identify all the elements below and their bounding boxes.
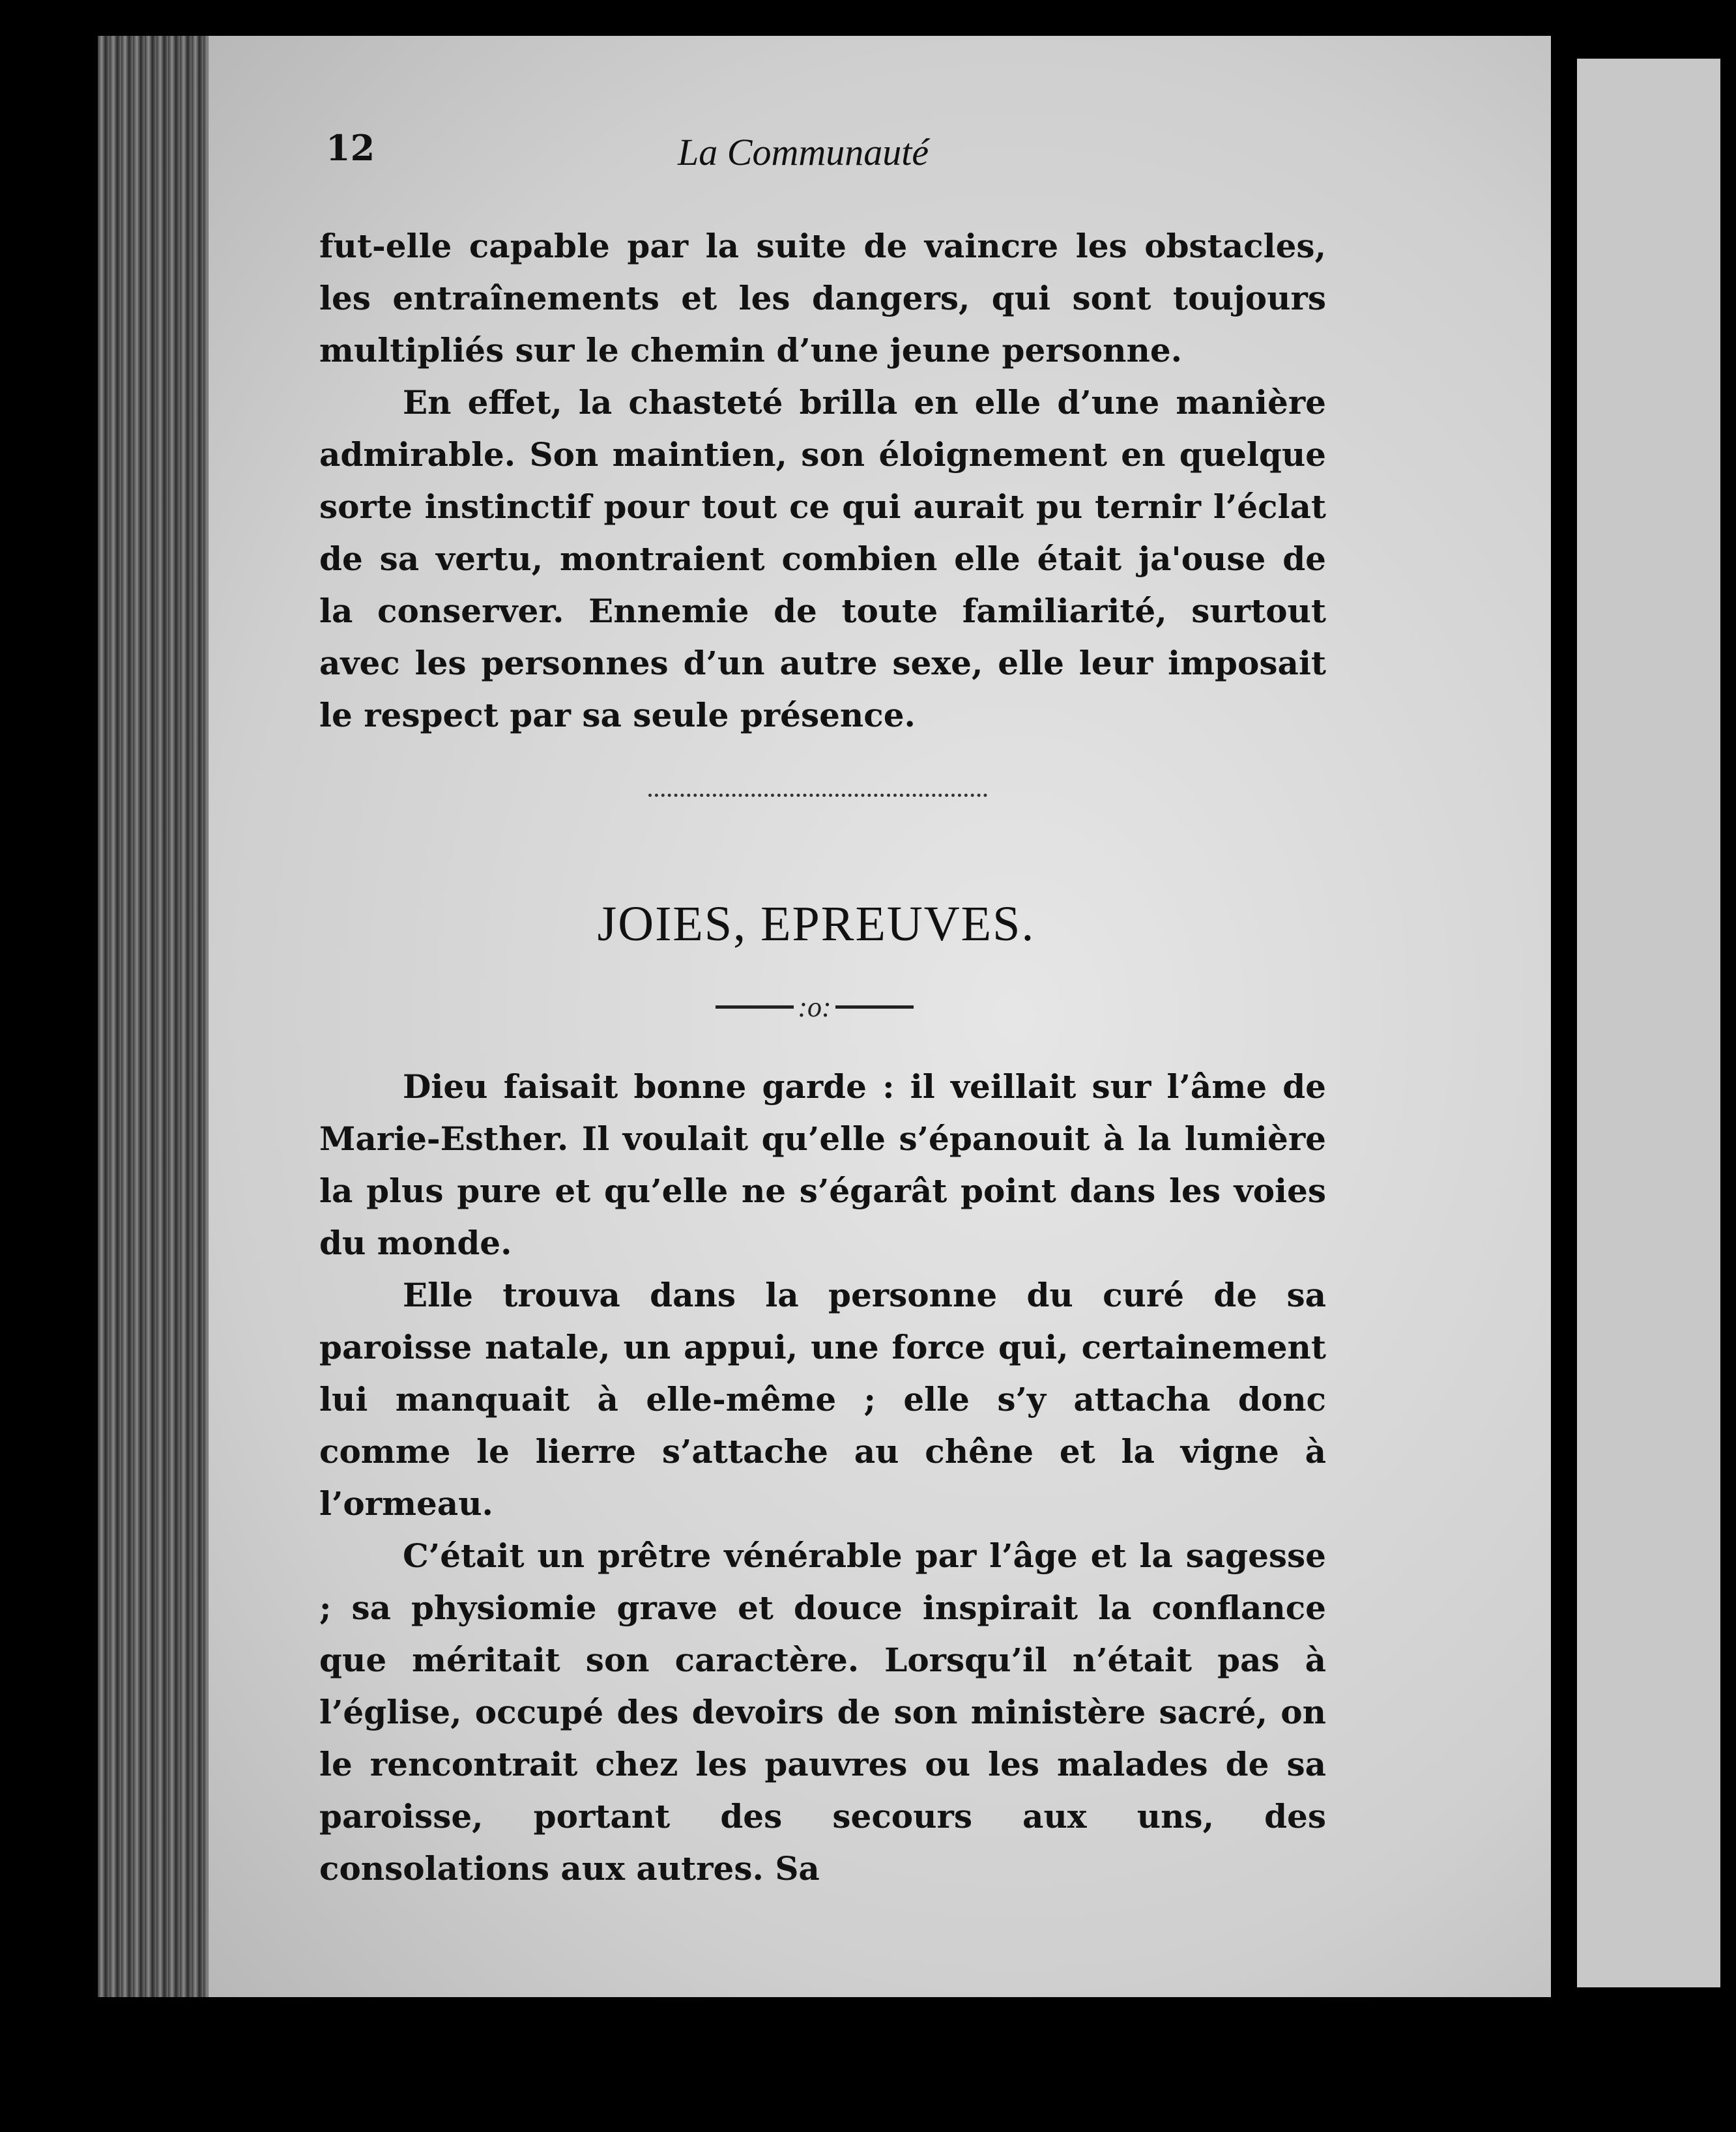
ornament-mark: :o: (798, 990, 832, 1023)
heading-ornament (704, 987, 925, 1026)
section-heading: JOIES, EPREUVES. (597, 897, 1035, 951)
dotted-separator (648, 794, 987, 800)
facing-page-strip (1577, 59, 1720, 1987)
running-title: La Communauté (678, 131, 929, 173)
paragraph: En effet, la chasteté brilla en elle d’une manière admirable. Son maintien, son éloignement en quelque sorte instinctif pour tout ce qui aurait pu ternir l’éclat de sa vertu, montraient combien elle était ja'ouse de la conserver. Ennemie de toute familiarité, surtout avec les personnes d’un autre sexe, elle leur imposait le respect par sa seule présence. (319, 383, 1326, 734)
paragraph: Dieu faisait bonne garde : il veillait sur l’âme de Marie-Esther. Il voulait qu’elle s’épanouit à la lumière la plus pure et qu’elle ne s’égarât point dans les voies du monde. (319, 1067, 1326, 1262)
paragraph: C’était un prêtre vénérable par l’âge et la sagesse ; sa physiomie grave et douce inspirait la conflance que méritait son caractère. Lorsqu’il n’était pas à l’église, occupé des devoirs de son ministère sacré, on le rencontrait chez les pauvres ou les malades de sa paroisse, portant des secours aux uns, des consolations aux autres. Sa (319, 1536, 1326, 1888)
paragraph: Elle trouva dans la personne du curé de sa paroisse natale, un appui, une force qui, certainement lui manquait à elle-même ; elle s’y attacha donc comme le lierre s’attache au chêne et la vigne à l’ormeau. (319, 1276, 1326, 1523)
section-text (319, 1061, 1326, 1895)
intro-text (319, 220, 1326, 742)
page-fore-edge (98, 36, 222, 1997)
page-header (326, 127, 1329, 179)
ornament-rule-right (835, 1005, 914, 1009)
paragraph: fut-elle capable par la suite de vaincre les obstacles, les entraînements et les dangers, qui sont toujours multipliés sur le chemin d’une jeune personne. (319, 227, 1326, 369)
ornament-rule-left (716, 1005, 794, 1009)
page-number: 12 (326, 127, 375, 169)
